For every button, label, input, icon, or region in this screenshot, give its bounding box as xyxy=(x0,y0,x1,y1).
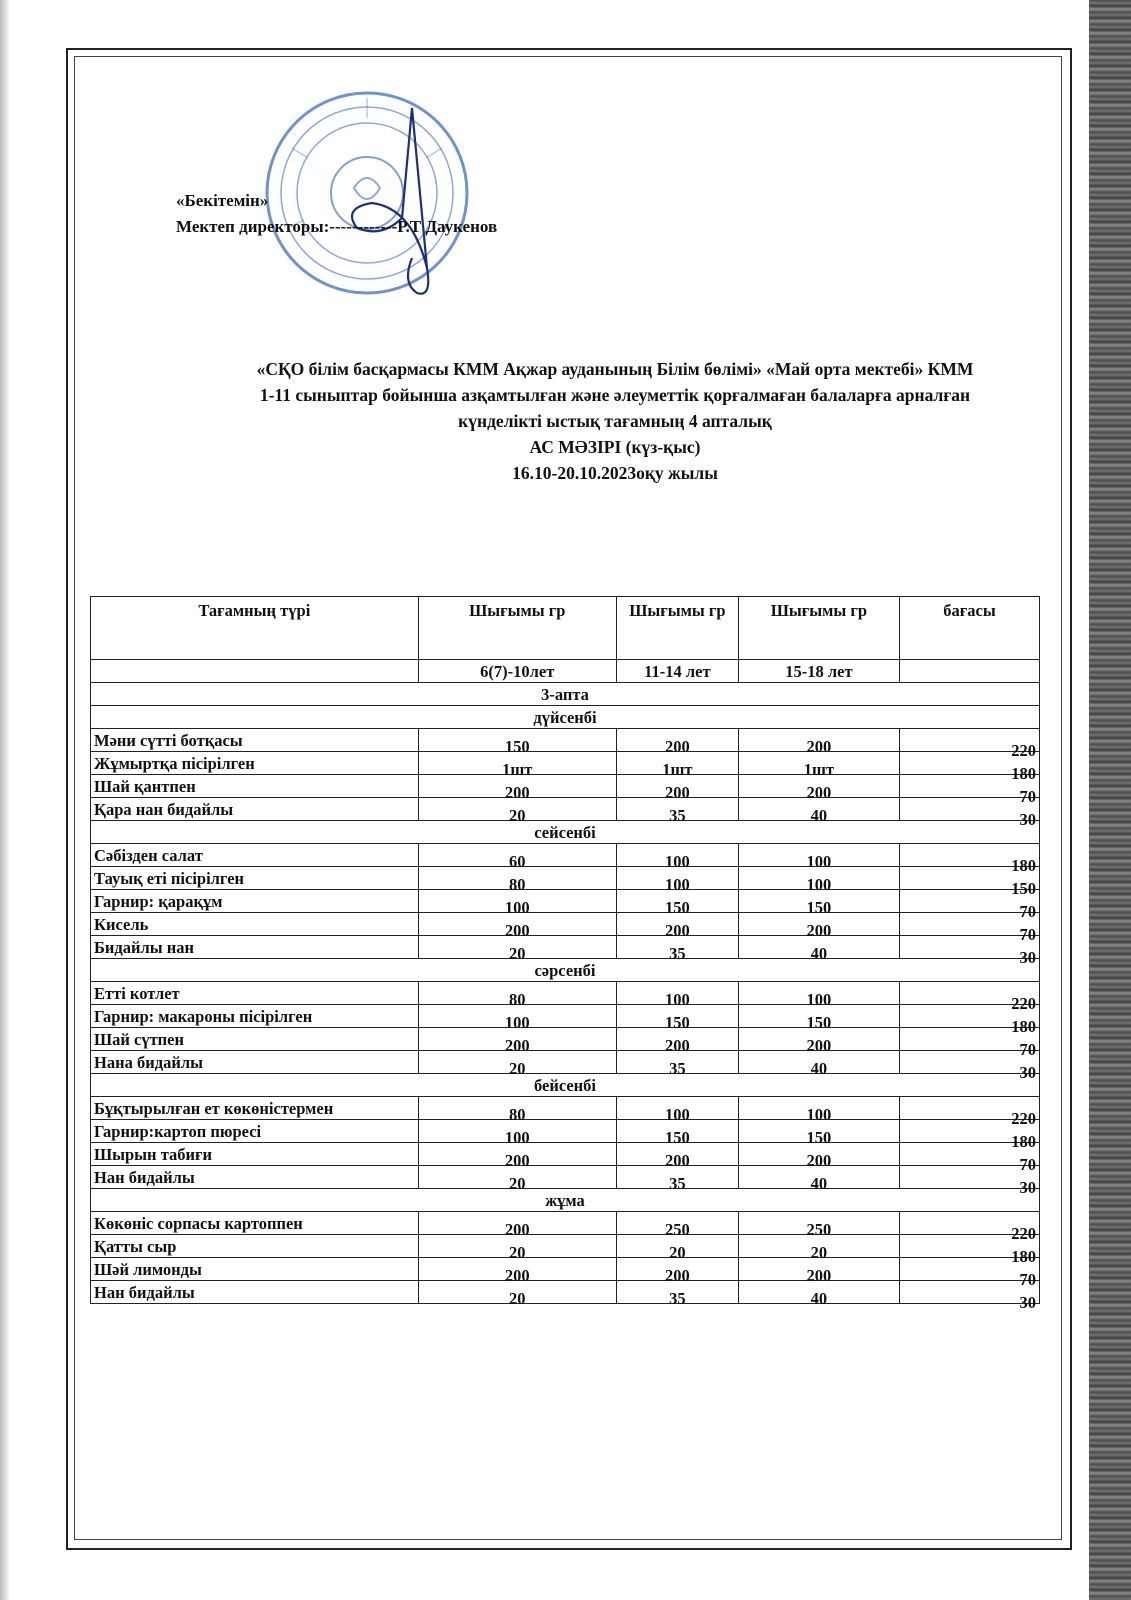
table-row xyxy=(91,867,1040,890)
purpose-line: 1-11 сыныптар бойынша азқамтылған және әлеуметтік қорғалмаған балаларға арналған xyxy=(259,385,971,405)
price: 70 xyxy=(1019,925,1036,944)
document-header xyxy=(150,356,1080,486)
day-label: сейсенбі xyxy=(91,821,1040,844)
yield-11-14: 35 xyxy=(669,1289,686,1308)
yield-11-14: 150 xyxy=(665,1128,690,1147)
yield-11-14-cell xyxy=(616,1212,738,1239)
price: 70 xyxy=(1019,1040,1036,1059)
yield-6-10: 20 xyxy=(508,806,526,825)
col-header-dish: Тағамның түрі xyxy=(91,597,419,660)
yield-15-18: 100 xyxy=(806,1105,832,1124)
dish-name: Шай сүтпен xyxy=(94,1030,185,1049)
table-row xyxy=(91,936,1040,959)
yield-11-14: 150 xyxy=(665,898,690,917)
dish-name-cell xyxy=(91,1028,419,1051)
price: 30 xyxy=(1019,1178,1036,1197)
yield-11-14: 200 xyxy=(665,1266,690,1285)
col-header-yield-3: Шығымы гр xyxy=(738,597,899,660)
purpose-line-2: күнделікті ыстық тағамның 4 апталық xyxy=(458,411,772,431)
col-header-yield-2: Шығымы гр xyxy=(616,597,738,660)
yield-11-14: 200 xyxy=(665,1151,690,1170)
header-row xyxy=(91,597,1040,660)
dish-name-cell xyxy=(91,1235,419,1258)
menu-table xyxy=(90,596,1040,1312)
price: 30 xyxy=(1019,1293,1036,1312)
table-row xyxy=(91,1120,1040,1143)
price: 220 xyxy=(1011,994,1036,1013)
yield-15-18: 40 xyxy=(810,1059,828,1078)
yield-6-10: 1шт xyxy=(502,760,533,779)
yield-15-18: 200 xyxy=(806,921,832,940)
approval-block xyxy=(176,188,497,240)
table-row xyxy=(91,982,1040,1005)
yield-6-10: 20 xyxy=(508,1059,526,1078)
yield-15-18: 100 xyxy=(806,875,832,894)
price: 30 xyxy=(1019,1063,1036,1082)
table-row xyxy=(91,1097,1040,1120)
col-header-yield-1: Шығымы гр xyxy=(418,597,616,660)
yield-15-18: 100 xyxy=(806,852,832,871)
yield-15-18-cell xyxy=(738,982,899,1009)
table-row xyxy=(91,1166,1040,1189)
organization-line: «СҚО білім басқармасы КММ Ақжар ауданының Білім бөлімі» «Май орта мектебі» КММ xyxy=(256,359,974,379)
age-group-1: 6(7)-10лет xyxy=(418,660,616,683)
day-row xyxy=(91,1189,1040,1212)
dish-name: Гарнир: макароны пісірілген xyxy=(94,1007,313,1026)
age-group-row xyxy=(91,660,1040,683)
dish-name: Кисель xyxy=(94,915,149,934)
table-row xyxy=(91,775,1040,798)
yield-15-18: 1шт xyxy=(803,760,835,779)
yield-6-10: 150 xyxy=(504,737,530,756)
price-cell xyxy=(899,1166,1039,1197)
yield-11-14: 200 xyxy=(665,737,690,756)
yield-15-18: 200 xyxy=(806,1151,832,1170)
day-label: жұма xyxy=(91,1189,1040,1212)
price-cell xyxy=(899,913,1039,944)
dish-name: Бұқтырылған ет көкөністермен xyxy=(94,1099,334,1118)
yield-6-10: 20 xyxy=(508,944,526,963)
price: 70 xyxy=(1019,902,1036,921)
price: 150 xyxy=(1011,879,1036,898)
price-cell xyxy=(899,798,1039,829)
table-row xyxy=(91,752,1040,775)
dish-name-cell xyxy=(91,1097,419,1120)
price-cell xyxy=(899,1051,1039,1082)
week-label: 3-апта xyxy=(91,683,1040,706)
dish-name-cell xyxy=(91,1281,419,1304)
price: 220 xyxy=(1011,741,1036,760)
day-row xyxy=(91,706,1040,729)
yield-11-14: 35 xyxy=(669,806,686,825)
menu-title: АС МӘЗІРІ (күз-қыс) xyxy=(529,437,701,457)
dish-name: Гарнир:картоп пюресі xyxy=(94,1122,262,1141)
yield-11-14-cell xyxy=(616,1097,738,1124)
yield-11-14: 200 xyxy=(665,921,690,940)
price: 70 xyxy=(1019,1155,1036,1174)
dish-name-cell xyxy=(91,798,419,821)
yield-15-18-cell xyxy=(738,1097,899,1124)
dish-name-cell xyxy=(91,1143,419,1166)
dish-name-cell xyxy=(91,890,419,913)
yield-15-18: 20 xyxy=(810,1243,828,1262)
day-label: сәрсенбі xyxy=(91,959,1040,982)
yield-11-14: 1шт xyxy=(662,760,693,779)
table-row xyxy=(91,729,1040,752)
table-row xyxy=(91,1028,1040,1051)
table-row xyxy=(91,890,1040,913)
price-cell xyxy=(899,729,1039,760)
age-group-3: 15-18 лет xyxy=(738,660,899,683)
yield-15-18: 100 xyxy=(806,990,832,1009)
day-label: бейсенбі xyxy=(91,1074,1040,1097)
dish-name-cell xyxy=(91,1166,419,1189)
yield-11-14: 35 xyxy=(669,1174,686,1193)
yield-11-14: 150 xyxy=(665,1013,690,1032)
yield-6-10-cell xyxy=(418,1212,616,1239)
age-group-2: 11-14 лет xyxy=(616,660,738,683)
price: 70 xyxy=(1019,787,1036,806)
dish-name: Гарнир: қарақұм xyxy=(94,892,223,911)
dish-name-cell xyxy=(91,752,419,775)
price: 220 xyxy=(1011,1224,1036,1243)
dish-name-cell xyxy=(91,982,419,1005)
yield-6-10: 100 xyxy=(504,898,530,917)
yield-6-10: 20 xyxy=(508,1243,526,1262)
yield-11-14: 35 xyxy=(669,1059,686,1078)
dish-name-cell xyxy=(91,1051,419,1074)
dish-name-cell xyxy=(91,936,419,959)
table-row xyxy=(91,1258,1040,1281)
table-row xyxy=(91,798,1040,821)
yield-11-14: 20 xyxy=(669,1243,686,1262)
yield-6-10: 200 xyxy=(504,1220,530,1239)
yield-15-18: 40 xyxy=(810,1174,828,1193)
yield-15-18: 200 xyxy=(806,1266,832,1285)
dish-name-cell xyxy=(91,1258,419,1281)
dish-name: Бидайлы нан xyxy=(94,938,195,957)
yield-15-18: 40 xyxy=(810,806,828,825)
dish-name: Мәни сүтті ботқасы xyxy=(94,731,243,750)
table-row xyxy=(91,1143,1040,1166)
dish-name-cell xyxy=(91,1005,419,1028)
yield-15-18: 40 xyxy=(810,944,828,963)
price: 70 xyxy=(1019,1270,1036,1289)
yield-15-18-cell xyxy=(738,1212,899,1239)
yield-15-18-cell xyxy=(738,844,899,871)
table-row xyxy=(91,913,1040,936)
yield-15-18: 200 xyxy=(806,783,832,802)
dish-name-cell xyxy=(91,729,419,752)
yield-11-14: 100 xyxy=(665,990,690,1009)
price-cell xyxy=(899,844,1039,875)
date-range: 16.10-20.10.2023оқу жылы xyxy=(512,463,718,483)
yield-15-18: 40 xyxy=(810,1289,828,1308)
dish-name: Сәбізден салат xyxy=(94,846,203,865)
table-row xyxy=(91,1005,1040,1028)
dish-name: Тауық еті пісірілген xyxy=(94,869,245,888)
day-row xyxy=(91,959,1040,982)
yield-11-14: 250 xyxy=(665,1220,690,1239)
dish-name-cell xyxy=(91,1120,419,1143)
price-cell xyxy=(899,982,1039,1013)
yield-11-14-cell xyxy=(616,982,738,1009)
yield-15-18: 150 xyxy=(806,1013,832,1032)
yield-6-10-cell xyxy=(418,729,616,756)
dish-name-cell xyxy=(91,775,419,798)
dish-name: Нан бидайлы xyxy=(94,1168,195,1187)
yield-6-10-cell xyxy=(418,1097,616,1124)
yield-11-14: 200 xyxy=(665,1036,690,1055)
director-signature-line: Мектеп директоры:------------Р.Т Даукенов xyxy=(176,217,498,236)
dish-name: Қатты сыр xyxy=(94,1237,177,1256)
yield-11-14-cell xyxy=(616,729,738,756)
dish-name: Нана бидайлы xyxy=(94,1053,203,1072)
dish-name: Нан бидайлы xyxy=(94,1283,195,1302)
yield-6-10: 200 xyxy=(504,921,530,940)
approval-title: «Бекітемін» xyxy=(176,191,269,210)
dish-name: Етті котлет xyxy=(94,984,180,1003)
dish-name: Шай қантпен xyxy=(94,777,196,796)
dish-name-cell xyxy=(91,844,419,867)
table-row xyxy=(91,1051,1040,1074)
table-row xyxy=(91,1281,1040,1304)
yield-15-18: 200 xyxy=(806,737,832,756)
price-cell xyxy=(899,936,1039,967)
col-header-price: бағасы xyxy=(899,597,1039,660)
yield-6-10: 20 xyxy=(508,1289,526,1308)
dish-name: Шырын табиғи xyxy=(94,1145,213,1164)
price: 30 xyxy=(1019,948,1036,967)
yield-11-14: 100 xyxy=(665,1105,690,1124)
scan-edge-left xyxy=(0,0,10,1600)
yield-11-14-cell xyxy=(616,844,738,871)
price: 180 xyxy=(1011,1247,1036,1266)
yield-11-14: 100 xyxy=(665,852,690,871)
price-cell xyxy=(899,1281,1039,1312)
yield-15-18: 150 xyxy=(806,898,832,917)
price: 180 xyxy=(1011,764,1036,783)
scan-edge-right xyxy=(1089,0,1131,1600)
yield-15-18-cell xyxy=(738,729,899,756)
dish-name: Қара нан бидайлы xyxy=(94,800,234,819)
price: 220 xyxy=(1011,1109,1036,1128)
yield-6-10: 100 xyxy=(504,1013,530,1032)
yield-6-10: 80 xyxy=(508,875,526,894)
yield-6-10: 200 xyxy=(504,1036,530,1055)
dish-name-cell xyxy=(91,867,419,890)
yield-6-10: 200 xyxy=(504,1266,530,1285)
yield-11-14: 200 xyxy=(665,783,690,802)
yield-15-18: 250 xyxy=(806,1220,832,1239)
yield-6-10: 200 xyxy=(504,783,530,802)
dish-name: Жұмыртқа пісірілген xyxy=(94,754,255,773)
table-row xyxy=(91,1212,1040,1235)
yield-15-18: 200 xyxy=(806,1036,832,1055)
yield-6-10: 80 xyxy=(508,990,526,1009)
yield-6-10-cell xyxy=(418,844,616,871)
day-label: дүйсенбі xyxy=(91,706,1040,729)
dish-name-cell xyxy=(91,1212,419,1235)
table-row xyxy=(91,844,1040,867)
price: 180 xyxy=(1011,1017,1036,1036)
yield-6-10: 60 xyxy=(508,852,526,871)
dish-name: Көкөніс сорпасы картоппен xyxy=(94,1214,303,1233)
yield-6-10: 200 xyxy=(504,1151,530,1170)
yield-6-10-cell xyxy=(418,982,616,1009)
yield-6-10: 20 xyxy=(508,1174,526,1193)
yield-6-10: 80 xyxy=(508,1105,526,1124)
yield-11-14: 35 xyxy=(669,944,686,963)
table-row xyxy=(91,1235,1040,1258)
day-row xyxy=(91,821,1040,844)
price-cell xyxy=(899,1097,1039,1128)
dish-name: Шәй лимонды xyxy=(94,1260,202,1279)
price: 30 xyxy=(1019,810,1036,829)
dish-name-cell xyxy=(91,913,419,936)
yield-11-14: 100 xyxy=(665,875,690,894)
price: 180 xyxy=(1011,1132,1036,1151)
yield-15-18: 150 xyxy=(806,1128,832,1147)
week-row xyxy=(91,683,1040,706)
day-row xyxy=(91,1074,1040,1097)
yield-6-10: 100 xyxy=(504,1128,530,1147)
price: 180 xyxy=(1011,856,1036,875)
price-cell xyxy=(899,1212,1039,1243)
